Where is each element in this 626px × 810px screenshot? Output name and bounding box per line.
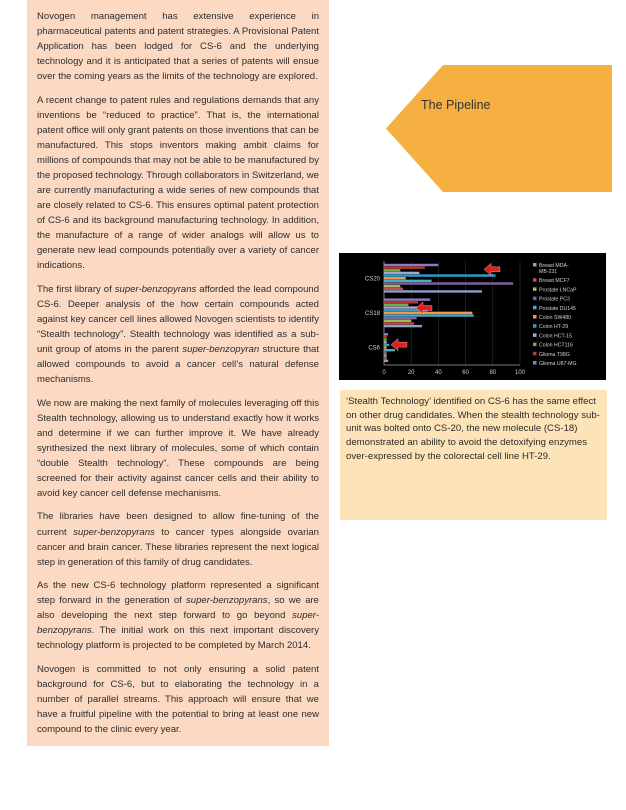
text-run: . The initial work on this next important discovery technology platform is projected to be completed by March 2014. — [37, 625, 319, 652]
y-tick-label: CS18 — [364, 311, 380, 317]
bar — [384, 269, 400, 271]
bar — [384, 290, 482, 292]
text-run: to cancer types alongside ovarian cancer and brain cancer. These libraries represent the next logical step in generation of this family of drug candidates. — [37, 526, 319, 568]
paragraph-commitment: Novogen is committed to not only ensuring a solid patent background for CS-6, but to elaborating the technology in a number of parallel streams. This approach will ensure that we have a fruitful pipeline with the potential to bring at least one new compound to the clinic every year. — [37, 663, 319, 736]
legend-swatch — [533, 352, 537, 356]
bar — [384, 346, 387, 348]
legend-swatch — [533, 263, 537, 267]
bar — [384, 320, 411, 322]
x-tick-label: 20 — [407, 370, 415, 376]
legend-swatch — [533, 315, 537, 319]
legend-label: Colon HCT116 — [539, 342, 573, 349]
bar — [384, 264, 438, 266]
red-arrow-marker — [484, 263, 500, 275]
caption-text: ‘Stealth Technology’ identified on CS-6 has the same effect on other drug candidates. When the stealth technology sub-unit was bolted onto CS-20, the new molecule (CS-18) demonstrated an ability to avoid the detoxifying enzymes over-expressed by the colorectal cell line HT-29. — [346, 396, 600, 462]
bar — [384, 272, 419, 274]
bar — [384, 312, 472, 314]
bar — [384, 277, 406, 279]
legend-label: Colon HCT-15 — [539, 333, 572, 340]
bar — [384, 282, 513, 284]
legend-label: Colon SW480 — [539, 315, 572, 321]
bar — [384, 266, 425, 268]
bar — [384, 352, 387, 354]
legend-label: Colon HT-29 — [539, 324, 569, 331]
bar — [384, 285, 400, 287]
italic-term: super-benzopyrans — [186, 595, 268, 607]
bar — [384, 301, 418, 303]
legend-swatch — [533, 361, 537, 365]
italic-term: super-benzopyrans — [73, 526, 155, 538]
paragraph-first-library — [37, 282, 319, 387]
text-run: afforded the lead compound CS-6. Deeper analysis of the how certain compounds acted against key cancer cell lines allowed Novogen scientists to identify “Stealth technology”. Stealth technology was identified as a sub-unit group of atoms in the parent — [37, 283, 319, 355]
legend-label: Prostate DU145 — [539, 305, 576, 312]
bar — [384, 317, 417, 319]
bar — [384, 354, 387, 356]
paragraph-patents: Novogen management has extensive experience in pharmaceutical patents and patent strategies. A Provisional Patent Application has been lodged for CS-6 and the underlying technology and it is anticipated that a series of patents will ensue over the coming years as the limits of the technology are explored. — [37, 11, 319, 83]
bar — [384, 325, 422, 327]
italic-term: super-benzopyrans — [114, 283, 197, 295]
x-tick-label: 40 — [435, 370, 442, 376]
legend-label: Prostate PC3 — [539, 296, 570, 303]
bar — [384, 280, 432, 282]
italic-term: super-benzopyran — [182, 343, 260, 355]
bar — [384, 344, 389, 346]
bar — [384, 333, 388, 335]
legend-swatch — [533, 333, 537, 337]
text-run: structure that allowed compounds to avoid a cancer cell’s natural defense mechanisms. — [37, 343, 320, 386]
pipeline-title: The Pipeline — [421, 98, 491, 112]
legend-swatch — [533, 343, 537, 347]
bar — [384, 336, 387, 338]
text-run: , so we are also developing the next step forward to go beyond — [37, 595, 319, 622]
bar — [384, 349, 395, 351]
italic-term: super-benzopyrans — [37, 610, 319, 637]
legend-label: Glioma T98G — [539, 351, 570, 358]
red-arrow-marker — [391, 339, 407, 351]
legend-swatch — [533, 278, 537, 282]
bar — [384, 288, 403, 290]
text-run: The first library of — [37, 283, 115, 295]
bar — [384, 304, 408, 306]
legend-label: Breast MCF7 — [539, 278, 570, 285]
paragraph-platform — [37, 578, 319, 653]
legend-swatch — [533, 287, 537, 291]
legend-swatch — [533, 324, 537, 328]
legend-label: Glioma U87-MG — [539, 361, 577, 367]
bar — [384, 274, 496, 276]
bar-chart — [339, 253, 606, 380]
bar — [384, 341, 387, 343]
text-run: The libraries have been designed to allow fine-tuning of the current — [37, 511, 319, 538]
bar — [384, 338, 387, 340]
text-run: As the new CS-6 technology platform represented a significant step forward in the generation of — [37, 580, 319, 607]
y-tick-label: CS20 — [364, 276, 380, 283]
x-tick-label: 100 — [514, 370, 526, 376]
legend-label: Breast MDA-MB-231 — [539, 263, 569, 275]
text-column — [27, 0, 329, 746]
bar — [384, 357, 387, 359]
legend-label: Prostate LNCaP — [539, 287, 577, 294]
pipeline-arrow-shape — [386, 65, 612, 192]
paragraph-patent-rules: A recent change to patent rules and regulations demands that any inventions be “reduced to practice”. That is, the international patent office will only grant patents on those inventions that can be manufactured. This stops inventors making ambit claims for millions of compounds that may not be able to be manufactured by the proposed technology. Through collaborators in Switzerland, we are currently manufacturing a wide series of new compounds that are closely related to CS-6. This ensures optimal patent protection of CS-6 and its background manufacturing technology. In addition, the manufacture of a range of wider analogs will allow us to generate new lead compounds potentially over a variety of cancer indications. — [37, 94, 319, 272]
bar — [384, 322, 414, 324]
x-tick-label: 80 — [489, 370, 497, 376]
paragraph-libraries — [37, 509, 319, 569]
paragraph-next-family: We now are making the next family of molecules leveraging off this Stealth technology, allowing us to understand exactly how it works and determine if we can further improve it. We have already synthesized the next library of molecules, some of which contain “double Stealth technology”. These compounds are being screened for their activity against cancer cells and their ability to avoid key cancer cell defense mechanisms. — [37, 397, 319, 499]
legend-swatch — [533, 306, 537, 310]
legend-swatch — [533, 297, 537, 301]
bar — [384, 298, 430, 300]
chart-canvas — [339, 253, 606, 380]
caption-box — [340, 390, 607, 520]
bar — [384, 360, 388, 362]
y-tick-label: CS6 — [368, 345, 380, 352]
x-tick-label: 60 — [462, 370, 469, 376]
x-tick-label: 0 — [382, 370, 386, 376]
bar — [384, 314, 474, 316]
